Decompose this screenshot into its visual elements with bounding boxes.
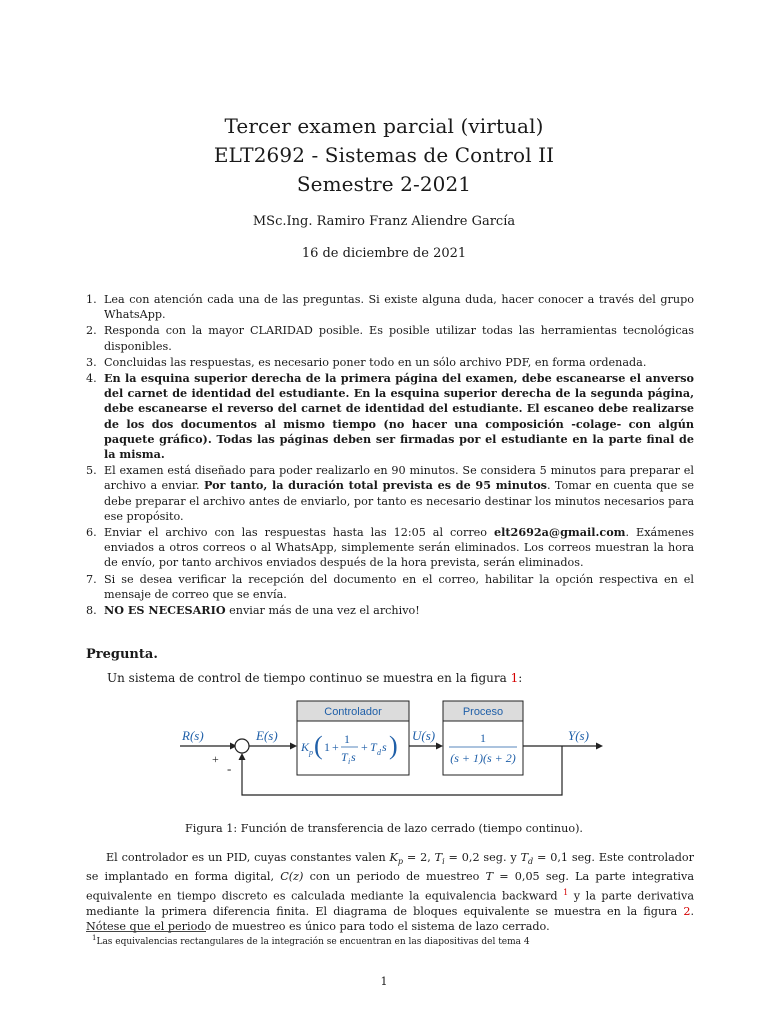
block-diagram (176, 698, 606, 798)
svg-text:+: + (361, 740, 368, 754)
footnote-ref-link[interactable]: 1 (563, 887, 569, 897)
svg-text:T: T (370, 740, 377, 754)
svg-text:d: d (377, 748, 381, 757)
output-label: Y(s) (568, 728, 589, 743)
instruction-number: 1. (86, 293, 97, 306)
figure-ref-link[interactable]: 1 (510, 671, 519, 685)
svg-text:1: 1 (344, 732, 350, 746)
svg-text:p: p (309, 748, 313, 757)
author: MSc.Ing. Ramiro Franz Aliendre García (252, 214, 516, 229)
instruction-text: Si se desea verificar la recepción del documento en el correo, habilitar la opción respectiva en el mensaje de correo que se envía. (104, 572, 694, 601)
instruction-number: 6. (86, 526, 97, 540)
error-label: E(s) (256, 728, 278, 743)
instruction-number: 7. (86, 572, 97, 586)
exam-title: Tercer examen parcial (virtual) (224, 114, 544, 138)
footnote-rule (86, 931, 206, 932)
plus-sign: + (212, 752, 219, 766)
instruction-item (86, 292, 694, 322)
minus-sign: - (227, 761, 232, 776)
instruction-number: 3. (86, 355, 97, 369)
svg-text:(: ( (314, 731, 323, 760)
page-number: 1 (380, 975, 388, 988)
svg-text:s: s (382, 740, 387, 754)
process-box (443, 721, 523, 775)
instruction-text: Concluidas las respuestas, es necesario poner todo en un sólo archivo PDF, en forma ordenada. (104, 355, 647, 369)
instruction-number: 5. (86, 464, 97, 478)
instruction-text: NO ES NECESARIO (104, 603, 226, 618)
controller-title: Controlador (324, 706, 382, 718)
output-arrowhead (596, 743, 603, 750)
feedback-arrowhead (239, 753, 246, 760)
instruction-item (86, 603, 694, 618)
svg-text:T: T (341, 750, 348, 764)
instruction-item (86, 323, 694, 353)
instruction-text: Lea con atención cada una de las preguntas. Si existe alguna duda, hacer conocer a través del grupo WhatsApp. (104, 293, 694, 322)
instruction-item (86, 371, 694, 462)
question-heading: Pregunta. (86, 647, 158, 662)
instructions-list (86, 292, 694, 619)
instruction-item (86, 572, 694, 602)
instruction-number: 2. (86, 324, 97, 338)
instruction-item (86, 355, 694, 370)
course-title: ELT2692 - Sistemas de Control II (213, 143, 555, 167)
instruction-text: Por tanto, la duración total prevista es de 95 minutos (203, 478, 547, 493)
error-arrowhead (290, 743, 297, 750)
instruction-item (86, 525, 694, 571)
instruction-text: elt2692a@gmail.com (494, 525, 626, 540)
svg-text:s: s (351, 750, 356, 764)
instruction-text: Responda con la mayor CLARIDAD posible. Es posible utilizar todas las herramientas tecnológicas disponibles. (104, 324, 694, 353)
instruction-text: Enviar el archivo con las respuestas hasta las 12:05 al correo (104, 526, 494, 540)
instruction-item (86, 463, 694, 524)
semester-title: Semestre 2-2021 (296, 172, 472, 196)
question-intro: Un sistema de control de tiempo continuo se muestra en la figura 1: (107, 671, 523, 685)
instruction-text: El examen está diseñado para poder realizarlo en 90 minutos. Se considera 5 minutos para preparar el archivo a enviar. (104, 464, 694, 493)
footnote: $^1$Las equivalencias rectangulares de la integración se encuentran en las diapositivas del tema 4 (92, 934, 530, 947)
summing-junction (235, 739, 249, 753)
process-title: Proceso (462, 706, 504, 718)
process-numerator: 1 (480, 731, 486, 745)
instruction-number: 4. (86, 372, 97, 386)
figure-caption: Figura 1: Función de transferencia de lazo cerrado (tiempo continuo). (185, 822, 583, 835)
instruction-text: . Exámenes enviados a otros correos o al WhatsApp, simplemente serán eliminados. Los correos muestran la hora de envío, por tanto archivos enviados después de la hora prevista, serán eliminados. (104, 526, 694, 570)
control-label: U(s) (412, 728, 436, 743)
title-block (0, 112, 768, 199)
svg-text:+: + (332, 740, 339, 754)
svg-text:i: i (348, 757, 351, 766)
svg-text:1: 1 (324, 740, 330, 754)
control-arrowhead (436, 743, 443, 750)
date: 16 de diciembre de 2021 (301, 246, 467, 261)
instruction-text: En la esquina superior derecha de la primera página del examen, debe escanearse el anverso del carnet de identidad del estudiante. En la esquina superior derecha de la segunda página, debe escanearse el reverso del carnet de identidad del estudiante. El escaneo debe realizarse de los dos documentos al mismo tiempo (no hacer una composición -colage- con algún paquete gráfico). Todas las páginas deben ser firmadas por el estudiante en la parte final de la misma. (104, 371, 694, 462)
figure2-ref-link[interactable]: 2 (683, 904, 691, 918)
instruction-text: . Tomar en cuenta que se debe preparar el archivo antes de enviarlo, por tanto es necesario destinar los minutos necesarios para ese propósito. (104, 479, 694, 523)
instruction-number: 8. (86, 604, 97, 618)
instruction-text: enviar más de una vez el archivo! (225, 604, 420, 618)
svg-text:): ) (389, 731, 398, 760)
process-denominator: (s + 1)(s + 2) (450, 751, 516, 765)
svg-text:K: K (301, 740, 310, 754)
input-label: R(s) (182, 728, 204, 743)
body-paragraph: El controlador es un PID, cuyas constantes valen $K_p = 2$, $T_i = 0,2$ seg. y $T_d = 0,1$ seg. Este controlador se implantado en forma digital, C(z) con un periodo de muestreo T = 0,05 seg. La parte integrativa equivalente en tiempo discreto es calculada mediante la equivalencia backward $^1$ y la parte derivativa mediante la primera diferencia finita. El diagrama de bloques equivalente se muestra en la figura 2. Nótese que el periodo de muestreo es único para todo el sistema de lazo cerrado. (86, 851, 695, 933)
